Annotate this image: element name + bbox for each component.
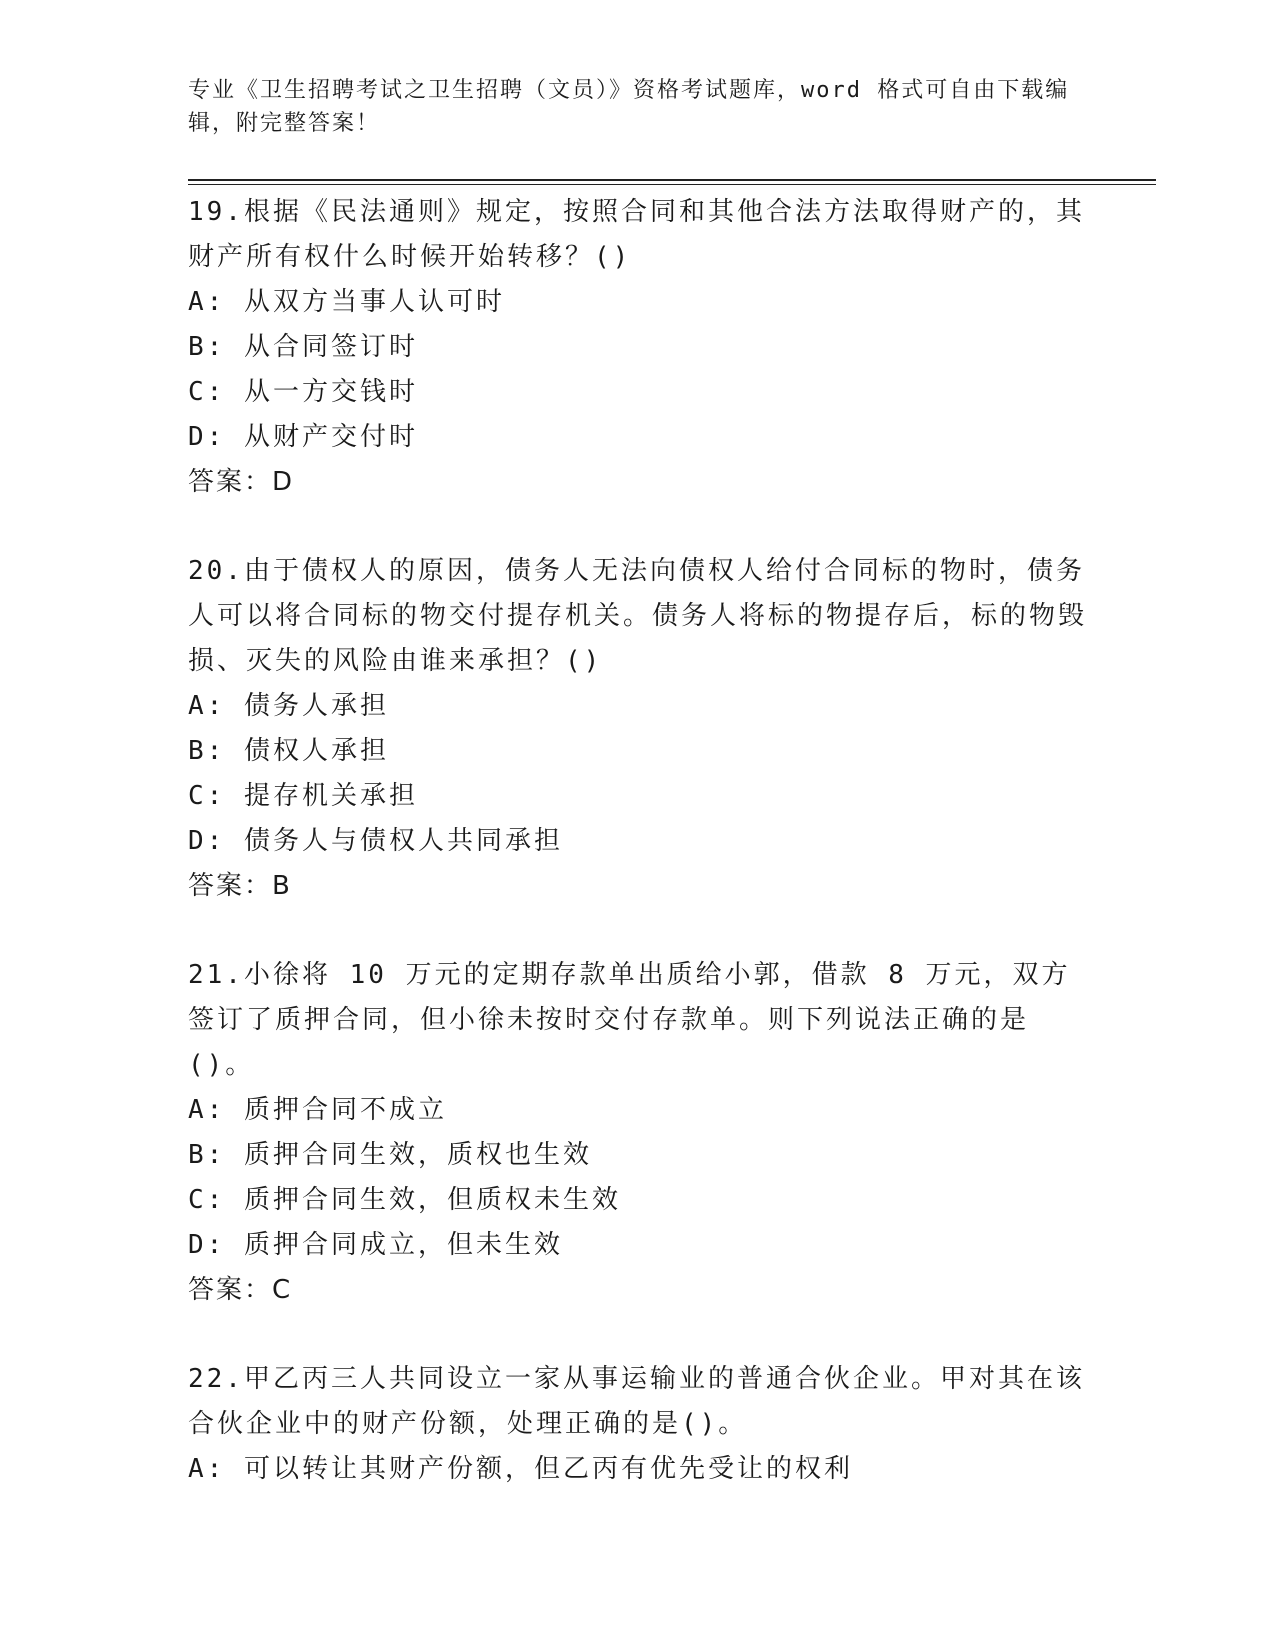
answer-line: 答案：B (188, 871, 292, 901)
option-b: B: 质押合同生效，质权也生效 (188, 1140, 592, 1170)
question-22 (188, 1357, 1088, 1492)
header-rule-thick (188, 179, 1156, 181)
option-a: A: 从双方当事人认可时 (188, 287, 505, 317)
option-a: A: 质押合同不成立 (188, 1095, 447, 1125)
question-21 (188, 953, 1088, 1313)
option-d: D: 从财产交付时 (188, 422, 418, 452)
question-stem: 21.小徐将 10 万元的定期存款单出质给小郭，借款 8 万元，双方签订了质押合同，但小徐未按时交付存款单。则下列说法正确的是()。 (188, 960, 1071, 1080)
option-c: C: 提存机关承担 (188, 781, 418, 811)
option-a: A: 债务人承担 (188, 691, 389, 721)
option-c: C: 质押合同生效，但质权未生效 (188, 1185, 621, 1215)
option-d: D: 质押合同成立，但未生效 (188, 1230, 563, 1260)
document-header: 专业《卫生招聘考试之卫生招聘（文员）》资格考试题库，word 格式可自由下载编辑，附完整答案！ (188, 78, 1070, 136)
answer-line: 答案：D (188, 467, 295, 497)
option-c: C: 从一方交钱时 (188, 377, 418, 407)
question-19 (188, 190, 1088, 505)
question-stem: 22.甲乙丙三人共同设立一家从事运输业的普通合伙企业。甲对其在该合伙企业中的财产份额，处理正确的是()。 (188, 1364, 1085, 1439)
answer-line: 答案：C (188, 1275, 293, 1305)
question-stem: 20.由于债权人的原因，债务人无法向债权人给付合同标的物时，债务人可以将合同标的物交付提存机关。债务人将标的物提存后，标的物毁损、灭失的风险由谁来承担？() (188, 556, 1088, 676)
option-b: B: 从合同签订时 (188, 332, 418, 362)
option-a: A: 可以转让其财产份额，但乙丙有优先受让的权利 (188, 1454, 853, 1484)
question-stem: 19.根据《民法通则》规定，按照合同和其他合法方法取得财产的，其财产所有权什么时候开始转移？() (188, 197, 1085, 272)
question-list (188, 190, 1088, 1536)
header-rule-thin (188, 184, 1156, 185)
option-d: D: 债务人与债权人共同承担 (188, 826, 563, 856)
option-b: B: 债权人承担 (188, 736, 389, 766)
question-20 (188, 549, 1088, 909)
